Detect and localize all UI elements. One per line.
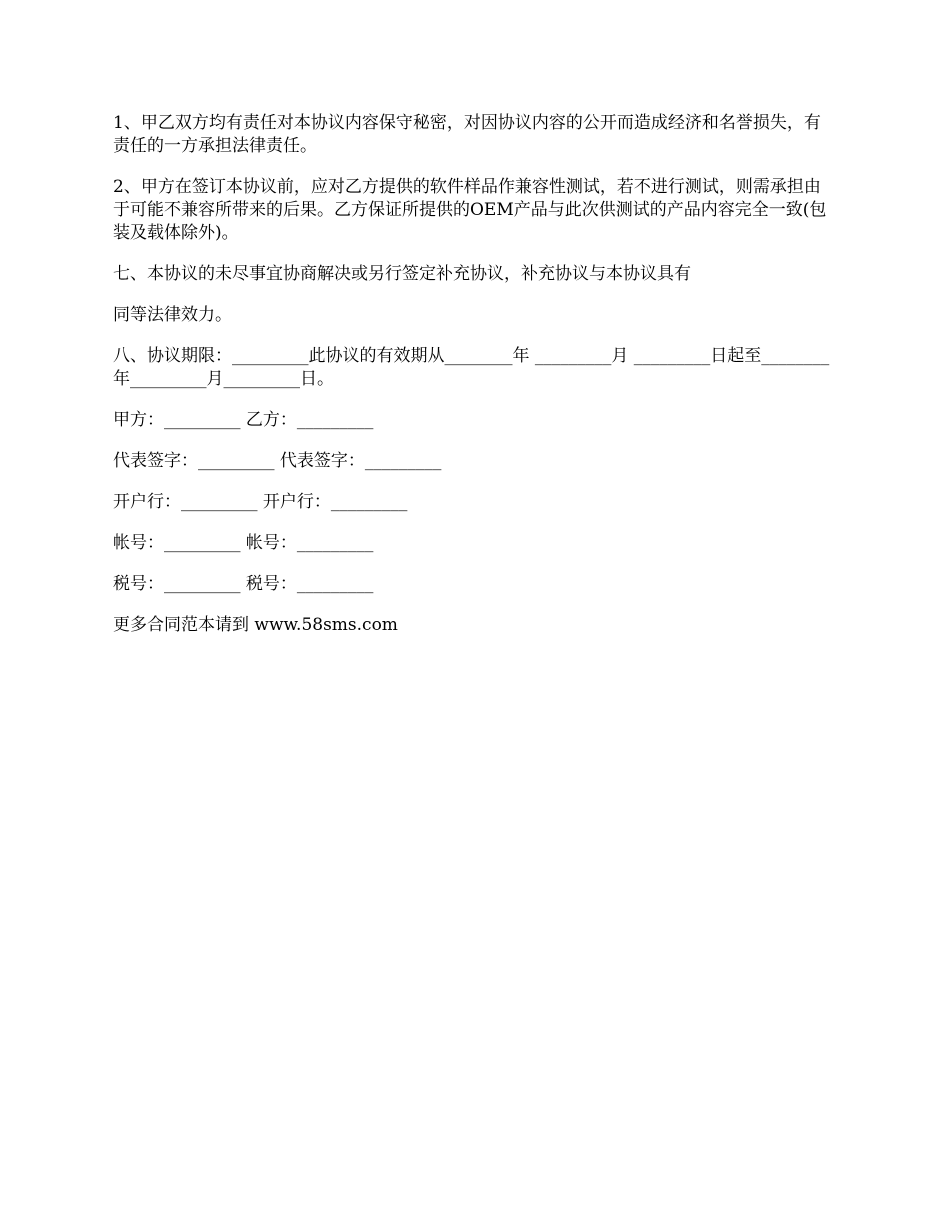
clause-eight-term: 八、协议期限：_________此协议的有效期从________年 _________月 _________日起至________年_________月_________日。 <box>113 346 830 389</box>
clause-compatibility-test: 2、甲方在签订本协议前，应对乙方提供的软件样品作兼容性测试，若不进行测试，则需承担由于可能不兼容所带来的后果。乙方保证所提供的OEM产品与此次供测试的产品内容完全一致(包装及载体除外)。 <box>113 177 827 243</box>
party-line: 甲方：_________ 乙方：_________ <box>113 410 374 430</box>
signature-line: 代表签字：_________ 代表签字：_________ <box>113 451 442 471</box>
account-line: 帐号：_________ 帐号：_________ <box>113 533 374 553</box>
clause-confidentiality: 1、甲乙双方均有责任对本协议内容保守秘密，对因协议内容的公开而造成经济和名誉损失，有责任的一方承担法律责任。 <box>113 113 821 156</box>
footer-note: 更多合同范本请到 www.58sms.com <box>113 615 398 635</box>
bank-line: 开户行：_________ 开户行：_________ <box>113 492 408 512</box>
tax-id-line: 税号：_________ 税号：_________ <box>113 574 374 594</box>
clause-seven-continued: 同等法律效力。 <box>113 305 232 325</box>
clause-seven: 七、本协议的未尽事宜协商解决或另行签定补充协议，补充协议与本协议具有 <box>113 264 691 284</box>
document-body <box>113 112 835 655</box>
